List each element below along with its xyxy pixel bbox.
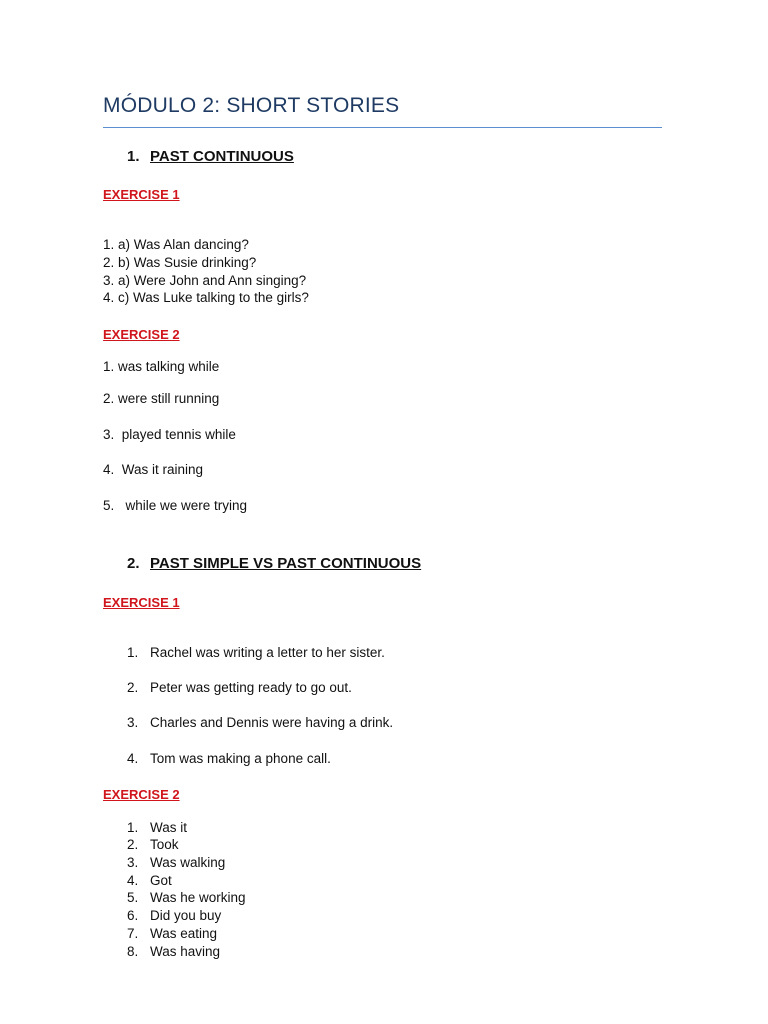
item-number: 8. [127,944,139,959]
s1-ex2-line: 3. played tennis while [103,427,236,442]
item-number: 1. [127,820,139,835]
s2-ex2-item [127,908,221,923]
item-text: Was he working [150,890,246,905]
item-number: 3. [127,715,139,730]
s1-ex1-line: 2. b) Was Susie drinking? [103,255,257,270]
s1-exercise-1-label: EXERCISE 1 [103,187,180,202]
s1-ex1-line: 1. a) Was Alan dancing? [103,237,249,252]
section-1-heading [127,148,294,165]
item-number: 6. [127,908,139,923]
item-text: Peter was getting ready to go out. [150,680,352,695]
item-text: Was having [150,944,221,959]
item-text: Got [150,873,172,888]
s1-ex2-line: 4. Was it raining [103,462,204,477]
title-underline-rule [103,127,662,128]
s2-ex2-item [127,890,246,905]
item-text: Tom was making a phone call. [150,751,331,766]
item-text: Did you buy [150,908,222,923]
s2-ex2-item [127,820,187,835]
section-1-number: 1. [127,148,140,165]
s1-ex1-line: 4. c) Was Luke talking to the girls? [103,290,309,305]
item-text: Was eating [150,926,218,941]
item-number: 5. [127,890,139,905]
s2-ex2-item [127,944,220,959]
s1-ex2-line: 5. while we were trying [103,498,248,513]
item-text: Rachel was writing a letter to her sister. [150,645,385,660]
item-text: Was walking [150,855,226,870]
section-2-heading [127,555,421,572]
s1-ex1-line: 3. a) Were John and Ann singing? [103,273,307,288]
section-2-number: 2. [127,555,140,572]
section-1-title: PAST CONTINUOUS [150,148,294,165]
s2-exercise-1-label: EXERCISE 1 [103,595,180,610]
s2-ex1-item [127,645,385,660]
s2-ex2-item [127,855,225,870]
s2-ex2-item [127,873,172,888]
item-number: 4. [127,873,139,888]
s2-ex1-item [127,715,393,730]
item-number: 1. [127,645,139,660]
item-text: Took [150,837,179,852]
item-number: 7. [127,926,139,941]
item-text: Charles and Dennis were having a drink. [150,715,394,730]
s2-ex1-item [127,680,352,695]
s2-ex2-item [127,837,179,852]
s1-exercise-2-label: EXERCISE 2 [103,327,180,342]
s1-ex2-line: 2. were still running [103,391,220,406]
s2-exercise-2-label: EXERCISE 2 [103,787,180,802]
s1-ex2-line: 1. was talking while [103,359,220,374]
s2-ex1-item [127,751,331,766]
item-number: 2. [127,680,139,695]
item-number: 4. [127,751,139,766]
document-title: MÓDULO 2: SHORT STORIES [103,94,400,117]
section-2-title: PAST SIMPLE VS PAST CONTINUOUS [150,555,422,572]
item-number: 3. [127,855,139,870]
s2-ex2-item [127,926,217,941]
item-text: Was it [150,820,187,835]
item-number: 2. [127,837,139,852]
